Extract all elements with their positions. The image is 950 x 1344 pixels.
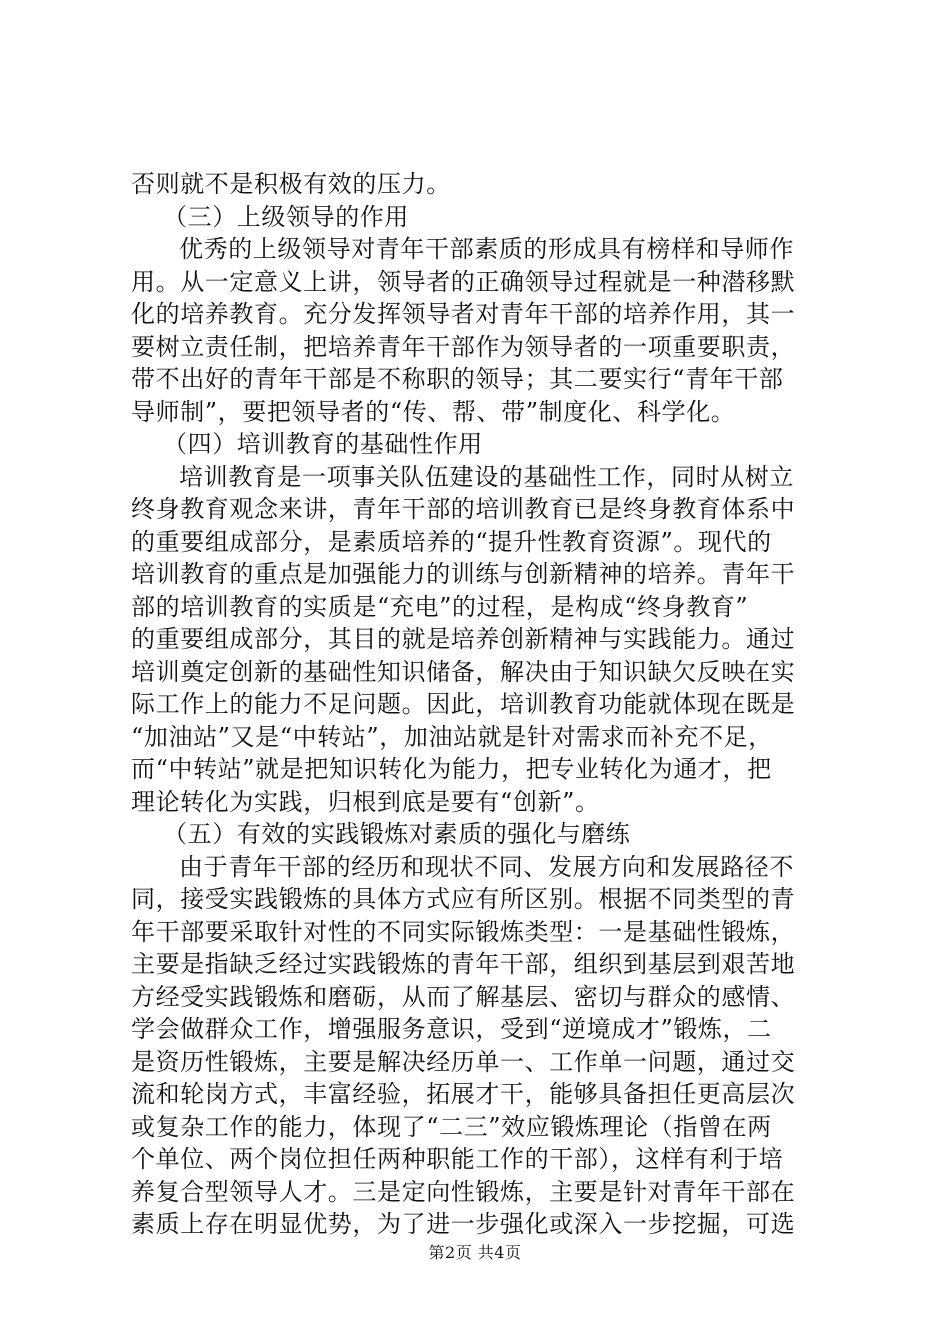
- text-line: 部的培训教育的实质是“充电”的过程，是构成“终身教育”: [131, 592, 749, 621]
- text-line: 理论转化为实践，归根到底是要有“创新”。: [131, 787, 600, 816]
- section-heading: （五）有效的实践锻炼对素质的强化与磨练: [163, 820, 631, 848]
- text-line: 否则就不是积极有效的压力。: [131, 170, 451, 198]
- text-line: 或复杂工作的能力，体现了“二三”效应锻炼理论（指曾在两: [131, 1112, 772, 1141]
- text-line: 由于青年干部的经历和现状不同、发展方向和发展路径不: [179, 852, 794, 881]
- text-line: 年干部要采取针对性的不同实际锻炼类型：一是基础性锻炼，: [131, 917, 796, 946]
- text-line: 带不出好的青年干部是不称职的领导；其二要实行“青年干部: [131, 365, 784, 393]
- text-line: “加油站”又是“中转站”，加油站就是针对需求而补充不足，: [131, 722, 773, 751]
- text-line: 素质上存在明显优势，为了进一步强化或深入一步挖掘，可选: [131, 1210, 796, 1238]
- text-line: 同，接受实践锻炼的具体方式应有所区别。根据不同类型的青: [131, 885, 796, 913]
- text-line: 导师制”，要把领导者的“传、帮、带”制度化、科学化。: [131, 397, 736, 426]
- text-line: 流和轮岗方式，丰富经验，拓展才干，能够具备担任更高层次: [131, 1080, 796, 1108]
- text-line: 培训教育的重点是加强能力的训练与创新精神的培养。青年干: [131, 560, 796, 588]
- text-line: 培训奠定创新的基础性知识储备，解决由于知识缺欠反映在实: [131, 657, 796, 686]
- page-number-footer: 第2页 共4页: [428, 1243, 522, 1262]
- text-line: 化的培养教育。充分发挥领导者对青年干部的培养作用，其一: [131, 300, 796, 328]
- text-line: 终身教育观念来讲，青年干部的培训教育已是终身教育体系中: [131, 495, 796, 523]
- text-line: 方经受实践锻炼和磨砺，从而了解基层、密切与群众的感情、: [131, 982, 796, 1011]
- text-line: 际工作上的能力不足问题。因此，培训教育功能就体现在既是: [131, 690, 796, 718]
- text-line: 主要是指缺乏经过实践锻炼的青年干部，组织到基层到艰苦地: [131, 950, 796, 978]
- text-line: 养复合型领导人才。三是定向性锻炼，主要是针对青年干部在: [131, 1177, 796, 1206]
- text-line: 的重要组成部分，是素质培养的“提升性教育资源”。现代的: [131, 527, 772, 556]
- text-line: 的重要组成部分，其目的就是培养创新精神与实践能力。通过: [131, 625, 796, 653]
- section-heading: （四）培训教育的基础性作用: [163, 430, 483, 458]
- text-line: 用。从一定意义上讲，领导者的正确领导过程就是一种潜移默: [131, 267, 796, 296]
- text-line: 培训教育是一项事关队伍建设的基础性工作，同时从树立: [179, 462, 794, 491]
- text-line: 优秀的上级领导对青年干部素质的形成具有榜样和导师作: [179, 235, 794, 263]
- text-line: 学会做群众工作，增强服务意识，受到“逆境成才”锻炼，二: [131, 1015, 772, 1043]
- text-line: 而“中转站”就是把知识转化为能力，把专业转化为通才，把: [131, 755, 772, 783]
- section-heading: （三）上级领导的作用: [163, 202, 409, 231]
- text-line: 要树立责任制，把培养青年干部作为领导者的一项重要职责，: [131, 332, 796, 361]
- text-line: 是资历性锻炼，主要是解决经历单一、工作单一问题，通过交: [131, 1047, 796, 1076]
- text-line: 个单位、两个岗位担任两种职能工作的干部），这样有利于培: [131, 1145, 784, 1173]
- document-body: [131, 168, 831, 1241]
